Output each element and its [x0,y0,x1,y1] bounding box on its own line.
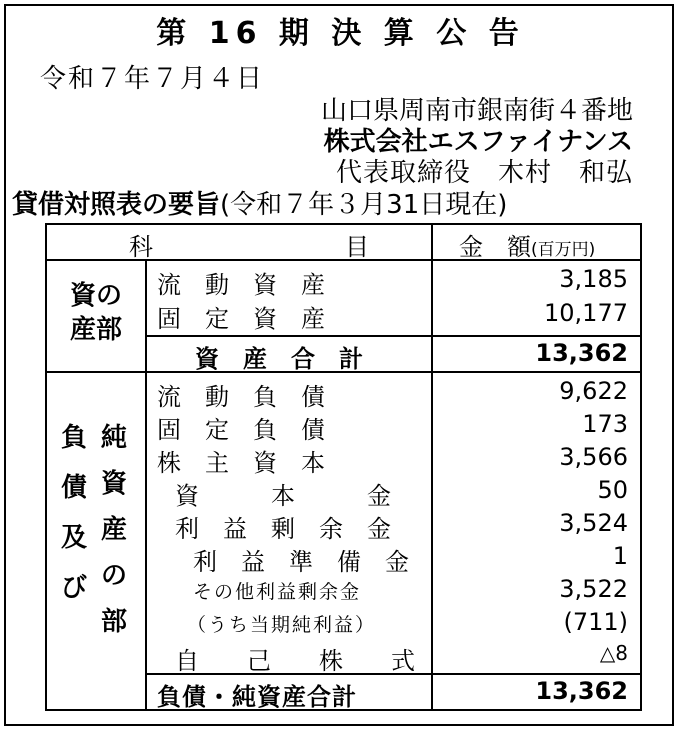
liabilities-row-label: 利 益 準 備 金 [193,548,409,576]
liabilities-row-value: 3,522 [559,575,628,603]
assets-section-label [59,279,133,347]
section-char: 産 [100,515,127,545]
liabilities-row-value: △8 [599,641,628,665]
liabilities-row-value: 173 [582,410,628,438]
liabilities-total-label: 負債・純資産合計 [157,683,357,711]
section-char: び [60,573,87,603]
assets-section-line2: 産部 [69,315,122,345]
amount-label: 金 額 [459,233,531,261]
liabilities-row-label: 株 主 資 本 [157,449,325,477]
liabilities-row-value: 1 [612,542,628,570]
section-char: の [100,561,127,591]
liabilities-row-value: 9,622 [559,377,628,405]
company-address: 山口県周南市銀南街４番地 [320,96,633,126]
assets-total-divider [145,335,640,337]
liabilities-row-label: 利 益 剰 余 金 [175,515,391,543]
assets-total-value: 13,362 [535,339,628,367]
company-name: 株式会社エスファイナンス [323,127,633,157]
liabilities-row-label: 流 動 負 債 [157,383,325,411]
liabilities-section-col2 [99,421,129,651]
liabilities-section-col1 [59,421,89,621]
balance-sheet-heading: 貸借対照表の要旨 [12,190,221,220]
liabilities-row-label: （うち当期純利益） [187,614,377,636]
section-char: 純 [100,423,127,453]
balance-sheet-title [12,184,507,221]
section-char: 負 [60,423,87,453]
assets-row-label: 固 定 資 産 [157,305,325,333]
section-char: 部 [100,607,127,637]
column-header-amount [459,227,595,262]
liabilities-row-value: 3,524 [559,509,628,537]
column-header-item: 科 目 [129,233,369,261]
representative: 代表取締役 木村 和弘 [335,158,633,188]
liabilities-row-label: 固 定 負 債 [157,416,325,444]
liabilities-row-value: (711) [563,608,628,636]
liabilities-row-label: 資 本 金 [175,482,391,510]
balance-sheet-date: (令和７年３月31日現在) [220,190,508,220]
section-column-divider [145,259,147,709]
assets-section-line1: 資の [69,281,122,311]
assets-row-value: 10,177 [544,299,628,327]
liabilities-row-value: 3,566 [559,443,628,471]
assets-row-value: 3,185 [559,265,628,293]
notice-date: 令和７年７月４日 [40,64,265,94]
liabilities-row-label: その他利益剰余金 [193,581,362,603]
balance-sheet-table [45,223,642,711]
liabilities-total-value: 13,362 [535,677,628,705]
section-char: 資 [100,469,127,499]
assets-total-label: 資 産 合 計 [195,345,363,373]
amount-column-divider [431,225,433,709]
notice-title: 第 16 期 決 算 公 告 [156,16,525,51]
unit-label: (百万円) [531,240,596,260]
assets-row-label: 流 動 資 産 [157,271,325,299]
section-char: 及 [60,523,87,553]
liabilities-row-value: 50 [597,476,628,504]
liabilities-row-label: 自 己 株 式 [175,647,415,675]
section-char: 債 [60,473,87,503]
